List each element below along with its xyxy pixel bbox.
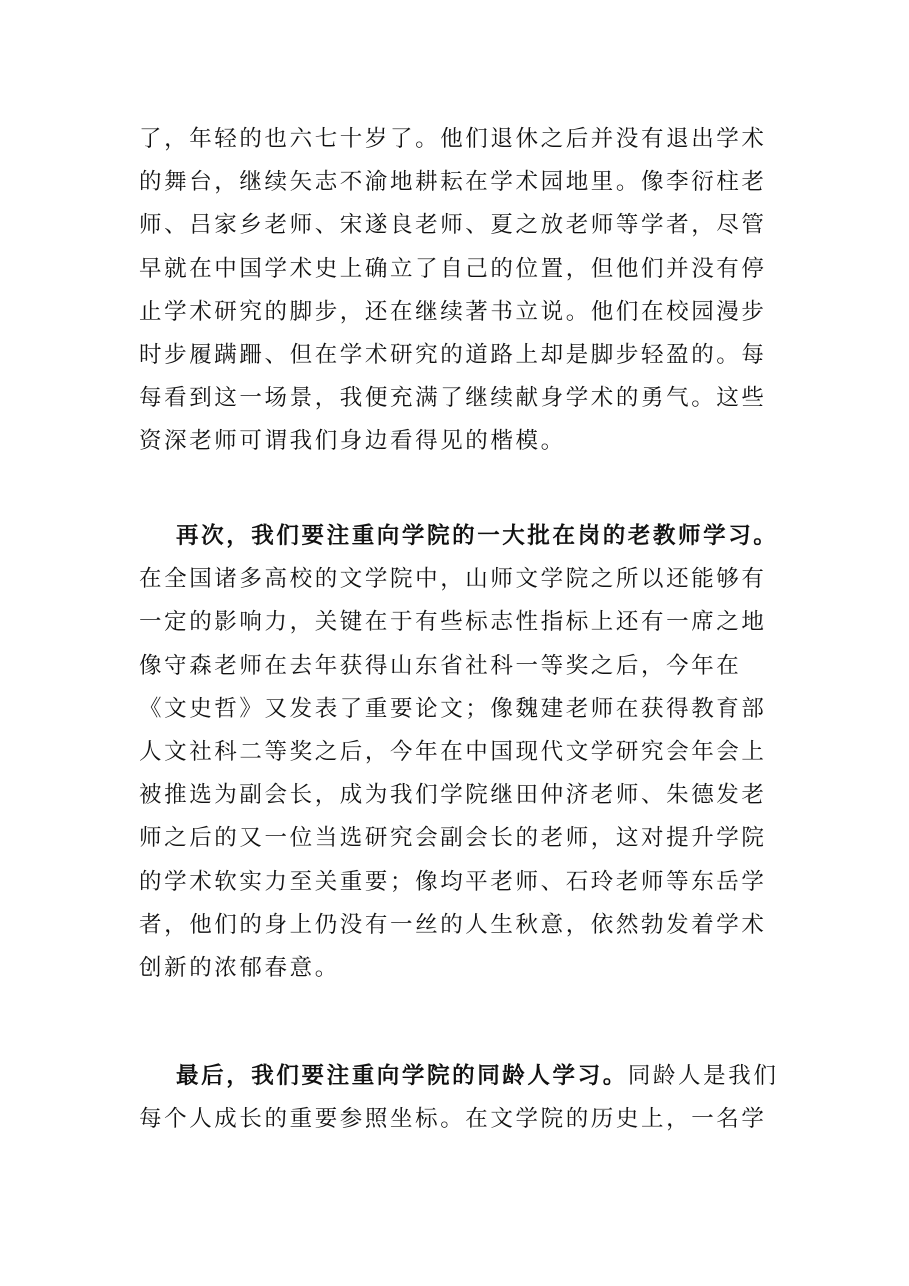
paragraph-lead-heading: 再次，我们要注重向学院的一大批在岗的老教师学习。	[176, 523, 779, 549]
text-line: 者，他们的身上仍没有一丝的人生秋意，依然勃发着学术	[139, 911, 767, 938]
text-line: 创新的浓郁春意。	[139, 954, 340, 981]
text-line: 被推选为副会长，成为我们学院继田仲济老师、朱德发老	[139, 782, 767, 809]
paragraph-lead-heading: 最后，我们要注重向学院的同龄人学习。	[176, 1063, 628, 1089]
text-line: 止学术研究的脚步，还在继续著书立说。他们在校园漫步	[139, 298, 767, 325]
paragraph-peers	[139, 1055, 779, 1141]
text-line: 的学术软实力至关重要；像均平老师、石玲老师等东岳学	[139, 868, 767, 895]
text-line: 资深老师可谓我们身边看得见的楷模。	[139, 428, 566, 455]
text-line: 在全国诸多高校的文学院中，山师文学院之所以还能够有	[139, 566, 767, 593]
text-line: 的舞台，继续矢志不渝地耕耘在学术园地里。像李衍柱老	[139, 169, 767, 196]
text-line: 时步履蹒跚、但在学术研究的道路上却是脚步轻盈的。每	[139, 341, 767, 368]
text-line: 每个人成长的重要参照坐标。在文学院的历史上，一名学	[139, 1106, 767, 1133]
text-line: 人文社科二等奖之后，今年在中国现代文学研究会年会上	[139, 738, 767, 765]
text-line: 早就在中国学术史上确立了自己的位置，但他们并没有停	[139, 255, 767, 282]
paragraph-lead-text: 同龄人是我们	[627, 1063, 779, 1089]
text-line: 像守森老师在去年获得山东省社科一等奖之后，今年在	[139, 652, 742, 679]
text-line: 每看到这一场景，我便充满了继续献身学术的勇气。这些	[139, 385, 767, 412]
text-line: 师之后的又一位当选研究会副会长的老师，这对提升学院	[139, 825, 767, 852]
text-line: 了，年轻的也六七十岁了。他们退休之后并没有退出学术	[139, 126, 767, 152]
text-line: 师、吕家乡老师、宋遂良老师、夏之放老师等学者，尽管	[139, 212, 767, 239]
text-line: 一定的影响力，关键在于有些标志性指标上还有一席之地	[139, 609, 767, 636]
text-line: 《文史哲》又发表了重要论文；像魏建老师在获得教育部	[139, 695, 767, 722]
paragraph-current-teachers	[139, 515, 779, 990]
paragraph-first-line	[139, 1055, 779, 1098]
paragraph-senior-teachers	[139, 118, 771, 464]
